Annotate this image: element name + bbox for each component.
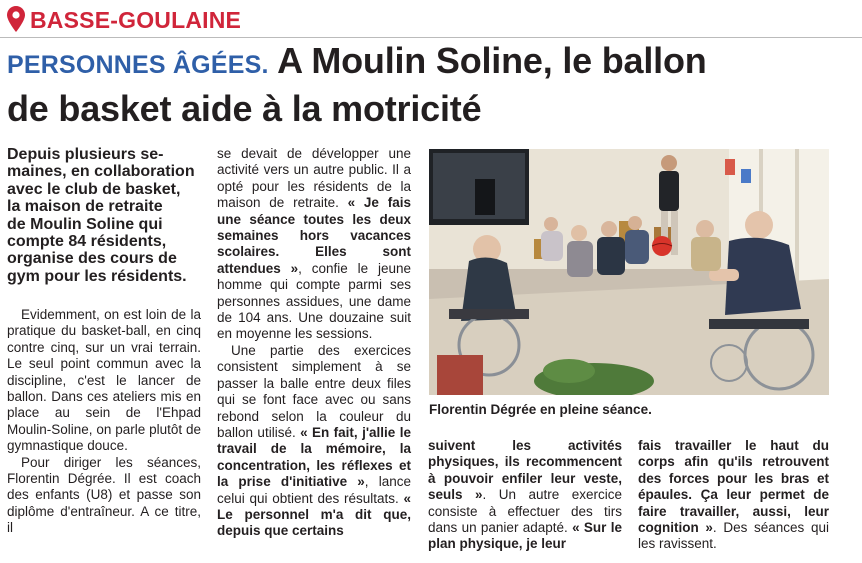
headline-title-line2: de basket aide à la motricité [7,88,482,129]
text-run: . Des séances qui les ravissent. [638,520,829,552]
quote: suivent les activités physiques, ils recommencent à pouvoir enfiler leur veste, seuls » [428,438,622,503]
photo-caption: Florentin Dégrée en pleine séance. [429,402,652,417]
headline [7,39,857,130]
header-divider [0,37,862,38]
lead-line: gym pour les résidents. [7,267,187,285]
text-run: , lance celui qui obtient des résultats. [217,474,411,506]
text-run: . Un autre exercice consiste à effectuer des tirs dans un panier adapté. [428,487,622,536]
article-column-1 [7,307,201,537]
article-column-4 [638,438,829,553]
paragraph [428,438,622,553]
quote: « En fait, j'allie le travail de la mémoire, la concentration, les réflexes et la prise d'initiative » [217,424,411,490]
lead-line: maines, en collaboration [7,163,195,181]
quote: « Sur le plan physique, je leur [428,520,622,552]
text-run: Une partie des exercices consistent simplement à se passer la balle entre deux files qui se font face avec ou sans rebond selon la couleur du ballon utilisé. [217,342,411,440]
lead-line: compte 84 résidents, [7,233,167,251]
headline-title-line1: A Moulin Soline, le ballon [268,40,707,81]
lead-line: la maison de retraite [7,198,163,216]
text-run: , confie le jeune homme qui compte parmi ses personnes assidues, une dame de 104 ans. Une douzaine suit en moyenne les sessions. [217,260,411,342]
lead-line: organise des cours de [7,250,177,268]
quote: fais travailler le haut du corps afin qu'ils retrouvent des forces pour les bras et épaules. Ça leur permet de faire travailler, aussi, leur cognition » [638,438,829,536]
lead-line: Depuis plusieurs se- [7,146,164,163]
lead-line: de Moulin Soline qui [7,215,163,233]
location-label: BASSE-GOULAINE [30,7,242,33]
headline-kicker: PERSONNES ÂGÉES. [7,51,269,79]
paragraph [217,146,411,343]
photo-gym-session [429,149,829,395]
location-pin-icon [7,6,25,32]
quote: « Le personnel m'a dit que, depuis que certains [217,490,411,539]
article-column-3 [428,438,622,553]
paragraph [217,343,411,540]
lead-paragraph [7,146,203,285]
text-run: se devait de développer une activité vers un autre public. Il a opté pour les résidents de la maison de retraite. [217,146,411,211]
paragraph: Evidemment, on est loin de la pratique du basket-ball, en cinq contre cinq, sur un vrai terrain. Le seul point commun avec la discipline, c'est le lancer de ballon. Dans ces ateliers mis en place au sein de l'Ehpad Moulin-Soline, on parle plutôt de gymnastique douce. [7,307,201,454]
paragraph: Pour diriger les séances, Florentin Dégrée. Il est coach des enfants (U8) et passe son diplôme d'entraîneur. A ce titre, il [7,454,201,536]
article-column-2 [217,146,411,540]
paragraph [638,438,829,553]
quote: « Je fais une séance toutes les deux semaines hors vacances scolaires. Elles sont attendues » [217,195,411,276]
lead-line: avec le club de basket, [7,180,181,198]
